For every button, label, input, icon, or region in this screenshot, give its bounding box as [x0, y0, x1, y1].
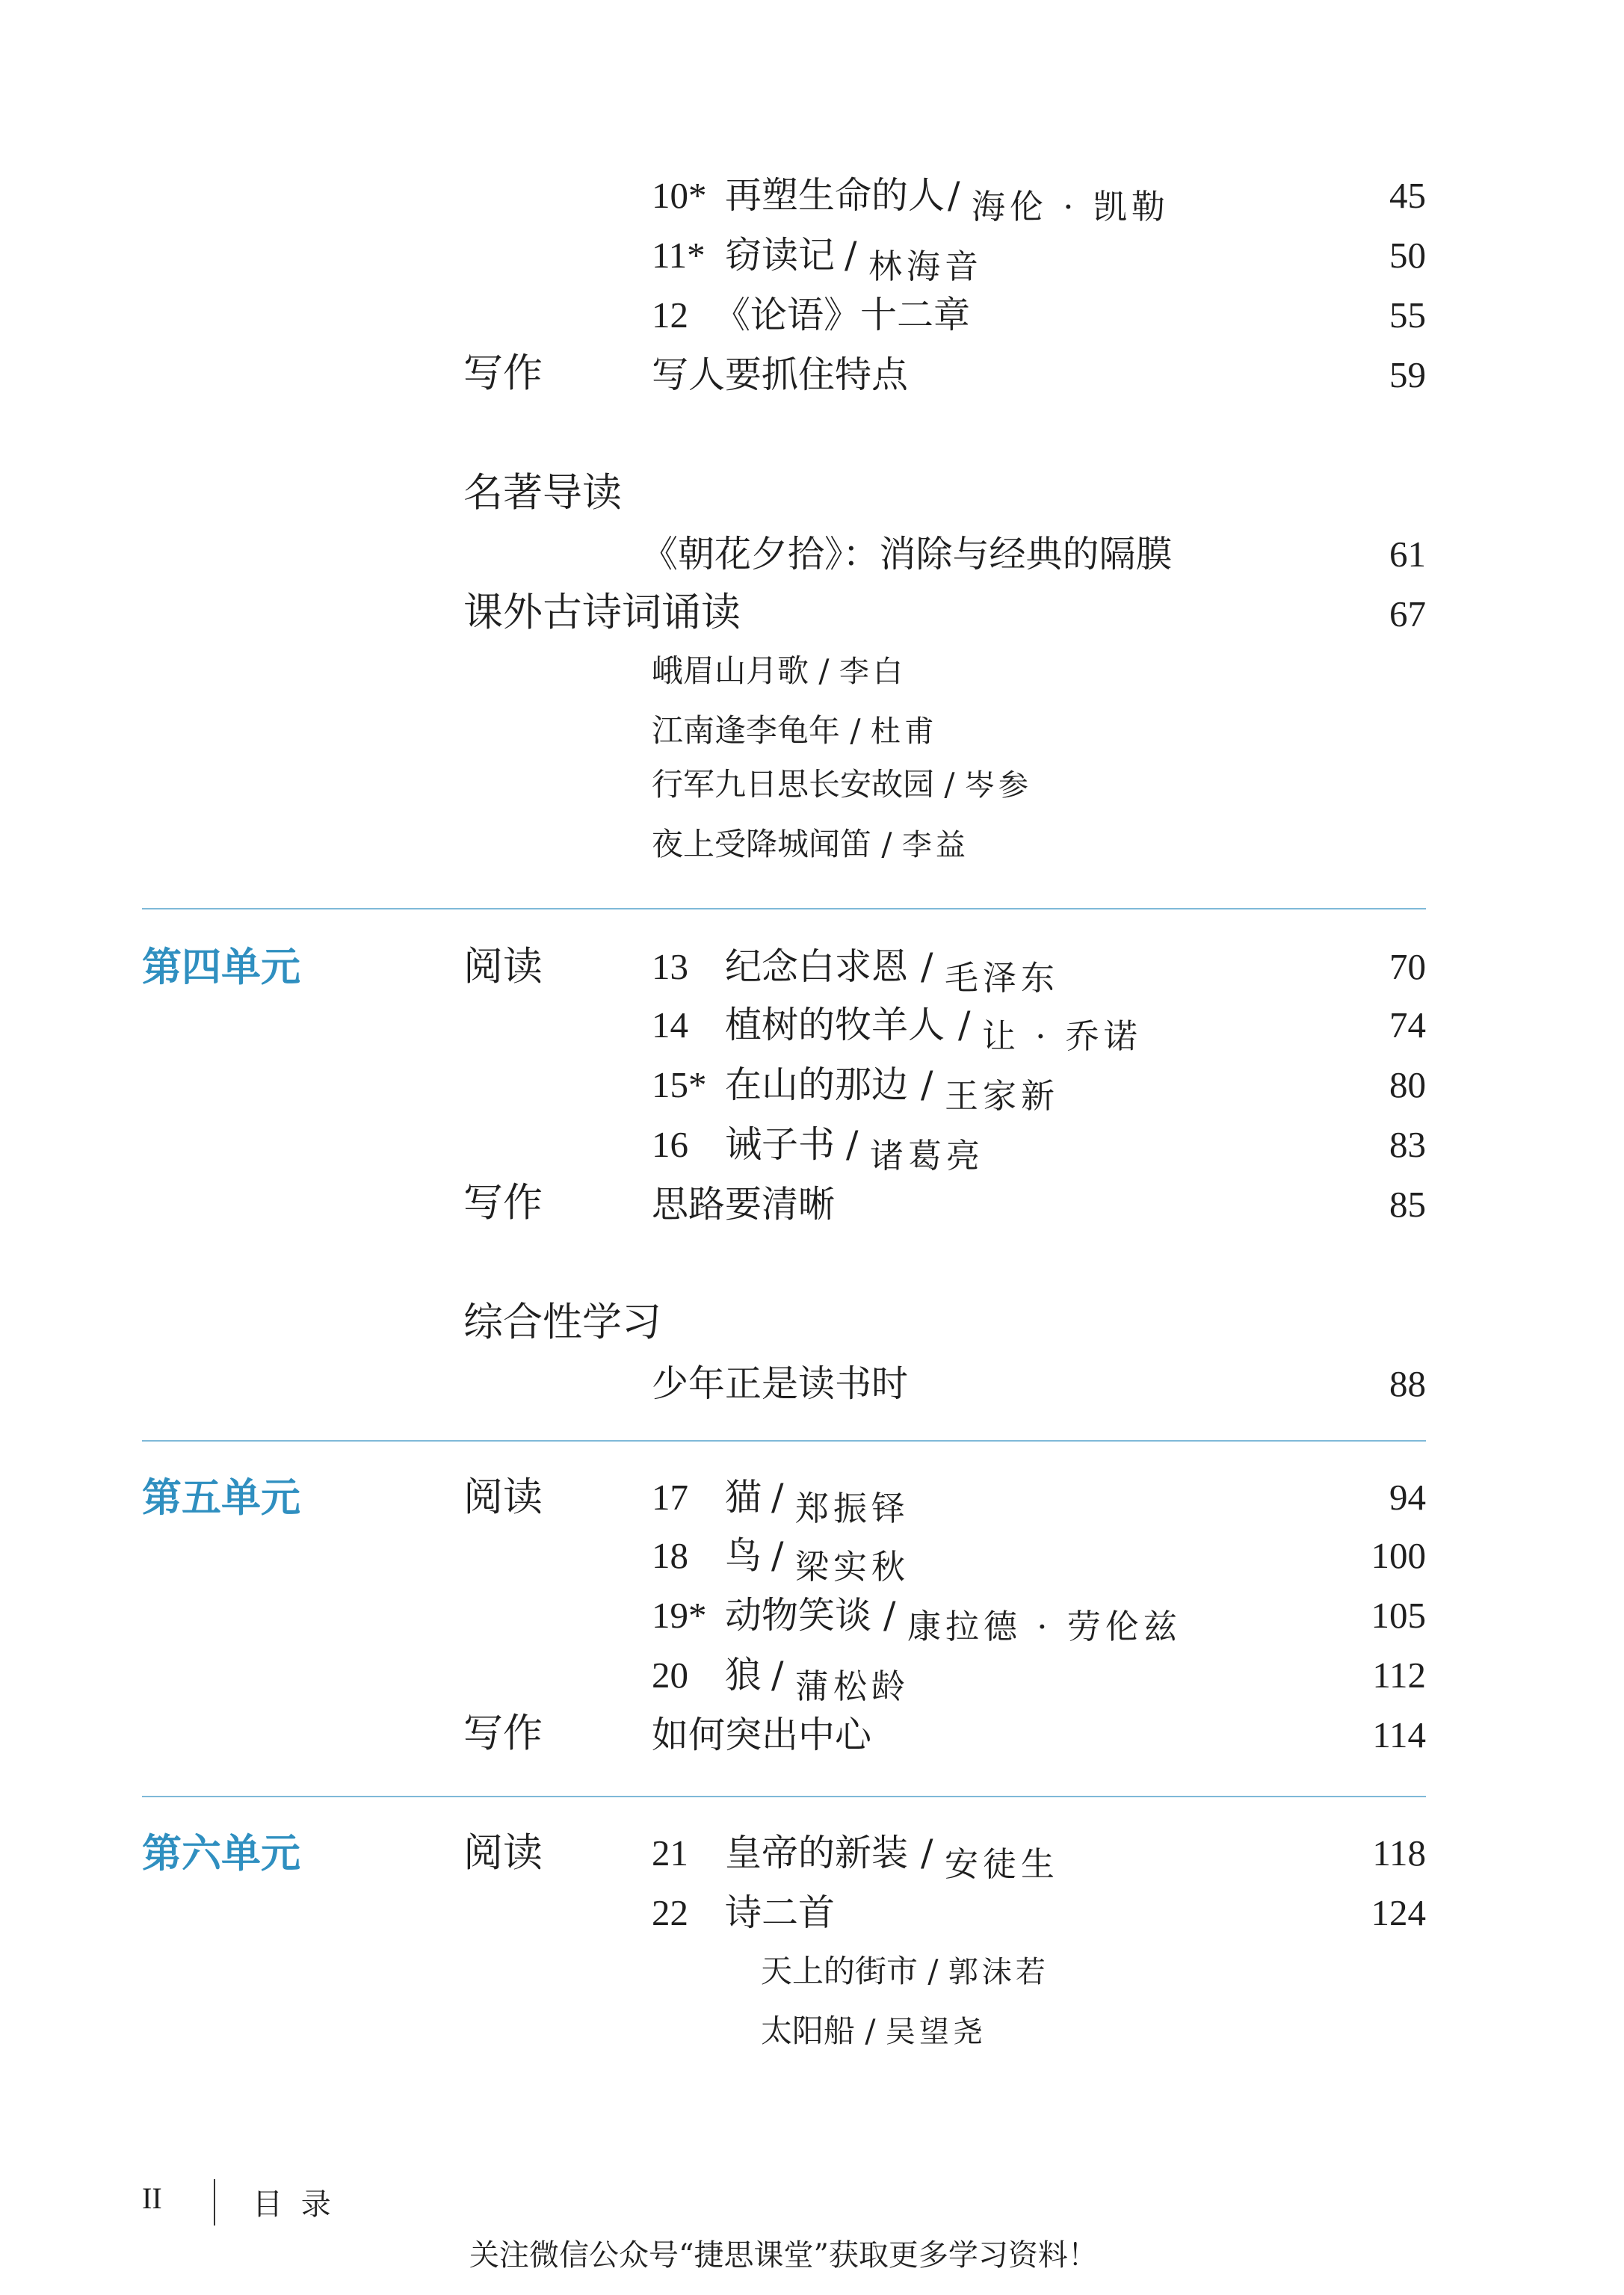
entry-page: 74 [1389, 1004, 1426, 1045]
section-label-integrated: 综合性学习 [463, 1300, 661, 1345]
entry-page: 67 [1389, 593, 1426, 634]
entry-title[interactable]: 少年正是读书时 [652, 1362, 909, 1405]
poem-author: 岑参 [964, 768, 1032, 803]
poem-title: 夜上受降城闻笛 [652, 826, 872, 862]
entry-title[interactable]: 诗二首 [725, 1891, 836, 1934]
section-divider [142, 1440, 1426, 1442]
entry-author: 诸葛亮 [870, 1136, 985, 1176]
entry-number: 14 [652, 1004, 688, 1045]
entry-number: 16 [652, 1124, 688, 1165]
entry-title[interactable]: 如何突出中心 [652, 1714, 872, 1756]
entry-page: 70 [1389, 946, 1426, 987]
entry-author: 毛泽东 [945, 958, 1060, 998]
entry-author: 海伦 · 凯勒 [972, 187, 1170, 226]
poem-author: 吴望尧 [885, 2015, 987, 2049]
entry-number: 19* [652, 1595, 707, 1636]
section-divider [142, 1796, 1426, 1797]
section-divider [142, 908, 1426, 909]
section-label-reading: 阅读 [463, 1830, 543, 1876]
entry-page: 114 [1372, 1714, 1426, 1755]
entry-page: 45 [1389, 175, 1426, 216]
entry-title[interactable]: 思路要清晰 [652, 1183, 836, 1226]
poem-title: 行军九日思长安故园 [652, 766, 935, 803]
entry-title[interactable]: 写人要抓住特点 [652, 353, 909, 396]
entry-page: 59 [1389, 354, 1426, 395]
poem-item[interactable]: 夜上受降城闻笛 / 李益 [652, 826, 969, 862]
unit-heading: 第五单元 [142, 1474, 300, 1521]
entry-page: 61 [1389, 534, 1426, 575]
entry-number: 20 [652, 1655, 688, 1696]
section-label-classics: 名著导读 [463, 470, 622, 516]
poem-title: 江南逢李龟年 [652, 712, 841, 749]
entry-author: 梁实秋 [795, 1547, 910, 1587]
entry-page: 55 [1389, 294, 1426, 336]
entry-title[interactable]: 《论语》十二章 [714, 294, 971, 336]
footer-section-title: 目 录 [253, 2187, 336, 2222]
section-label-reading: 阅读 [463, 944, 543, 989]
entry-page: 112 [1372, 1655, 1426, 1696]
section-label-writing: 写作 [463, 1711, 543, 1756]
entry-title[interactable]: 《朝花夕拾》：消除与经典的隔膜 [641, 533, 1173, 575]
poem-title: 峨眉山月歌 [652, 652, 809, 689]
entry-number: 13 [652, 946, 688, 987]
entry-number: 11* [652, 235, 706, 276]
entry-title[interactable]: 再塑生命的人 [725, 174, 945, 217]
poem-item[interactable]: 太阳船 / 吴望尧 [761, 2013, 987, 2049]
poem-author: 杜甫 [870, 714, 938, 749]
entry-number: 10* [652, 175, 707, 216]
entry-page: 80 [1389, 1064, 1426, 1105]
promo-notice: 关注微信公众号“捷思课堂”获取更多学习资料！ [469, 2238, 1098, 2273]
section-label-poetry: 课外古诗词诵读 [463, 590, 741, 635]
entry-page: 105 [1371, 1595, 1426, 1636]
entry-author: 让 · 乔诺 [982, 1016, 1142, 1056]
poem-author: 李白 [839, 655, 907, 689]
section-label-writing: 写作 [463, 350, 543, 396]
entry-title[interactable]: 动物笑谈 [725, 1594, 872, 1637]
footer-divider [214, 2179, 215, 2225]
entry-number: 22 [652, 1892, 688, 1933]
page-number: II [142, 2181, 162, 2215]
entry-title[interactable]: 植树的牧羊人 [725, 1004, 945, 1046]
entry-page: 118 [1372, 1832, 1426, 1874]
entry-title[interactable]: 诫子书 [725, 1123, 836, 1166]
entry-page: 85 [1389, 1184, 1426, 1225]
poem-title: 太阳船 [761, 2013, 856, 2049]
poem-item[interactable]: 行军九日思长安故园 / 岑参 [652, 766, 1032, 803]
entry-author: 郑振铎 [795, 1489, 910, 1528]
entry-number: 18 [652, 1535, 688, 1576]
entry-title[interactable]: 皇帝的新装 [725, 1832, 909, 1874]
entry-author: 林海音 [868, 247, 984, 286]
entry-author: 康拉德 · 劳伦兹 [907, 1607, 1182, 1646]
section-label-writing: 写作 [463, 1180, 543, 1226]
entry-author: 安徒生 [945, 1844, 1060, 1884]
entry-title[interactable]: 鸟 [725, 1534, 762, 1577]
entry-number: 17 [652, 1477, 688, 1518]
entry-number: 12 [652, 294, 688, 336]
unit-heading: 第四单元 [142, 944, 300, 990]
entry-title[interactable]: 窃读记 [725, 234, 836, 277]
entry-title[interactable]: 纪念白求恩 [725, 945, 909, 988]
entry-title[interactable]: 在山的那边 [725, 1063, 909, 1106]
section-label-reading: 阅读 [463, 1474, 543, 1520]
entry-page: 100 [1371, 1535, 1426, 1576]
entry-page: 94 [1389, 1477, 1426, 1518]
entry-page: 83 [1389, 1124, 1426, 1165]
poem-item[interactable]: 天上的街市 / 郭沫若 [761, 1953, 1049, 1989]
entry-page: 88 [1389, 1363, 1426, 1404]
entry-page: 50 [1389, 235, 1426, 276]
poem-item[interactable]: 江南逢李龟年 / 杜甫 [652, 712, 938, 749]
entry-title[interactable]: 猫 [725, 1476, 762, 1519]
poem-author: 李益 [901, 828, 969, 862]
poem-item[interactable]: 峨眉山月歌 / 李白 [652, 652, 907, 689]
poem-title: 天上的街市 [761, 1953, 918, 1989]
entry-number: 15* [652, 1064, 707, 1105]
entry-title[interactable]: 狼 [725, 1654, 762, 1696]
entry-author: 王家新 [945, 1076, 1060, 1116]
entry-page: 124 [1371, 1892, 1426, 1933]
unit-heading: 第六单元 [142, 1830, 300, 1877]
poem-author: 郭沫若 [948, 1955, 1049, 1989]
entry-author: 蒲松龄 [795, 1667, 910, 1706]
entry-number: 21 [652, 1832, 688, 1874]
